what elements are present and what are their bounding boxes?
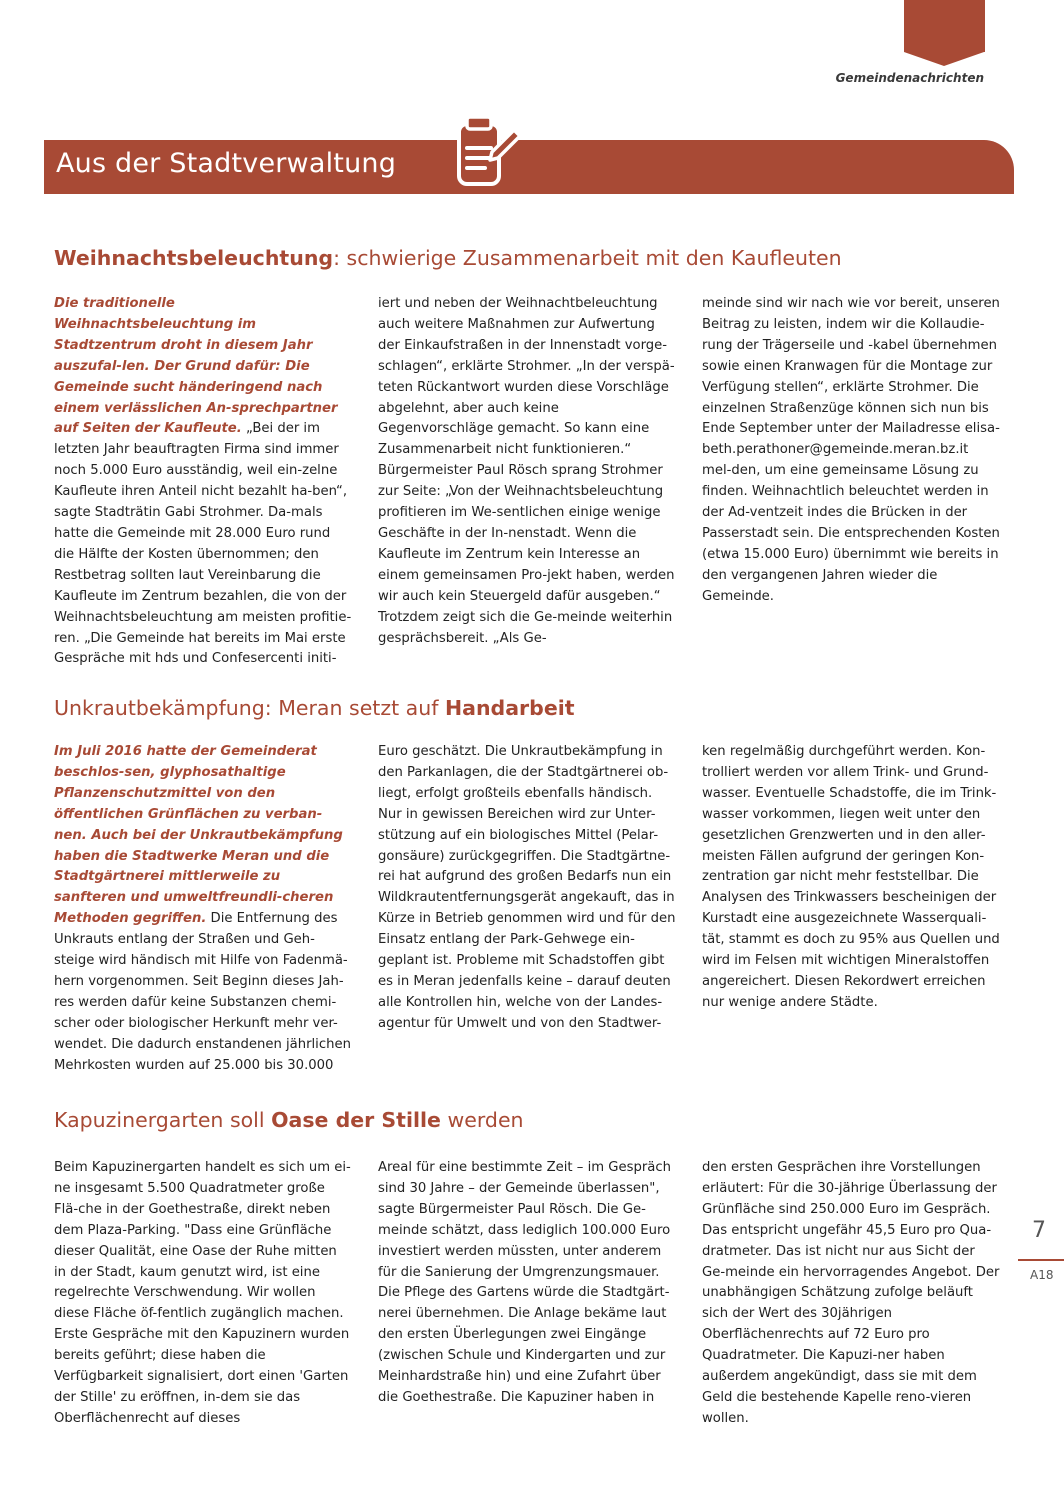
page-number: 7 (1032, 1218, 1046, 1243)
article-column-1: Beim Kapuzinergarten handelt es sich um ei-ne insgesamt 5.500 Quadratmeter große Flä-che in der Goethestraße, direkt neben dem Plaza-Parking. "Dass eine Grünfläche dieser Qualität, eine Oase der Ruhe mitten in der Stadt, kaum genutzt wird, ist eine regelrechte Verschwendung. Wir wollen diese Fläche öf-fentlich zugänglich machen. Erste Gespräche mit den Kapuzinern wurden bereits geführt; diese haben die Verfügbarkeit signalisiert, dort einen 'Garten der Stille' zu eröffnen, in-dem sie das Oberflächenrecht auf dieses (54, 1160, 351, 1426)
clipboard-pen-icon (452, 112, 524, 190)
article-title-kapuzinergarten (54, 1108, 524, 1132)
section-label: Gemeindenachrichten (835, 71, 984, 85)
article-column-1 (54, 742, 352, 1077)
title-rest: : schwierige Zusammenarbeit mit den Kaufleuten (333, 246, 842, 270)
title-rest: Unkrautbekämpfung: Meran setzt auf (54, 696, 445, 720)
title-bold: Oase der Stille (271, 1108, 441, 1132)
title-bold: Weihnachtsbeleuchtung (54, 246, 334, 270)
article-column-2: iert und neben der Weihnachtbeleuchtung auch weitere Maßnahmen zur Aufwertung der Einkaufstraßen in der Innenstadt vorge-schlagen“, erklärte Strohmer. „In der verspä-teten Rückantwort wurden diese Vorschläge abgelehnt, aber auch keine Gegenvorschläge gemacht. So kann eine Zusammenarbeit nicht funktionieren.“ Bürgermeister Paul Rösch sprang Strohmer zur Seite: „Von der Weihnachtsbeleuchtung profitieren im We-sentlichen einige wenige Geschäfte in der In-nenstadt. Wenn die Kaufleute im Zentrum kein Interesse an einem gemeinsamen Pro-jekt haben, werden wir auch kein Steuergeld dafür ausgeben.“ Trotzdem zeigt sich die Ge-meinde weiterhin gesprächsbereit. „Als Ge- (378, 296, 675, 646)
lead-text: Im Juli 2016 hatte der Gemeinderat beschlos-sen, glyphosathaltige Pflanzenschutzmittel von den öffentlichen Grünflächen zu verban-nen. Auch bei der Unkrautbekämpfung haben die Stadtwerke Meran und die Stadtgärtnerei mittlerweile zu sanfteren und umweltfreundli-cheren Methoden gegriffen. (54, 744, 343, 927)
article-column-1 (54, 294, 352, 670)
lead-text: Die traditionelle Weihnachtsbeleuchtung im Stadtzentrum droht in diesem Jahr auszufal-len. Der Grund dafür: Die Gemeinde sucht händeringend nach einem verlässlichen An-sprechpartner auf Seiten der Kaufleute. (54, 296, 338, 437)
body-text: Die Entfernung des Unkrauts entlang der Straßen und Geh-steige wird händisch mit Hilfe von Fadenmä-hern vorgenommen. Seit Beginn dieses Jah-res werden dafür keine Substanzen chemi-scher oder biologischer Herkunft mehr ver-wendet. Die dadurch enstandenen jährlichen Mehrkosten wurden auf 25.000 bis 30.000 (54, 911, 351, 1073)
title-end: werden (440, 1108, 524, 1132)
article-column-2: Areal für eine bestimmte Zeit – im Gespräch sind 30 Jahre – der Gemeinde überlassen", sagte Bürgermeister Paul Rösch. Die Ge-meinde schätzt, dass lediglich 100.000 Euro investiert werden müssten, unter anderem für die Sanierung der Umgrenzungsmauer. Die Pflege des Gartens würde die Stadtgärt-nerei übernehmen. Die Anlage bekäme laut den ersten Überlegungen zwei Eingänge (zwischen Schule und Kindergarten und zur Meinhardstraße hin) und eine Zufahrt über die Goethestraße. Die Kapuziner haben in (378, 1160, 671, 1405)
corner-tab-tip (904, 52, 984, 66)
article-title-weihnachtsbeleuchtung (54, 246, 842, 270)
article-column-3: den ersten Gesprächen ihre Vorstellungen erläutert: Für die 30-jährige Überlassung der Grünfläche sind 250.000 Euro im Gespräch. Das entspricht ungefähr 45,5 Euro pro Qua-dratmeter. Das ist nicht nur aus Sicht der Ge-meinde ein hervorragendes Angebot. Der unabhängigen Schätzung zufolge beläuft sich der Wert des 30jährigen Oberflächenrechts auf 72 Euro pro Quadratmeter. Die Kapuzi-ner haben außerdem angekündigt, dass sie mit dem Geld die bestehende Kapelle reno-vieren wollen. (702, 1160, 1000, 1426)
page-code: A18 (1030, 1268, 1054, 1282)
page-divider (1018, 1259, 1064, 1261)
title-bold: Handarbeit (444, 696, 575, 720)
article-title-unkrautbekaempfung (54, 696, 575, 720)
article-column-2: Euro geschätzt. Die Unkrautbekämpfung in den Parkanlagen, die der Stadtgärtnerei ob-liegt, erfolgt großteils ebenfalls händisch. Nur in gewissen Bereichen wird zur Unter-stützung auf ein biologisches Mittel (Pelar-gonsäure) zurückgegriffen. Die Stadtgärtne-rei hat aufgrund des großen Bedarfs nun ein Wildkrautentfernungsgerät angekauft, das in Kürze in Betrieb genommen wird und für den Einsatz entlang der Park-Gehwege ein-geplant ist. Probleme mit Schadstoffen gibt es in Meran jedenfalls keine – darauf deuten alle Kontrollen hin, welche von der Landes-agentur für Umwelt und von den Stadtwer- (378, 744, 676, 1031)
article-column-3: meinde sind wir nach wie vor bereit, unseren Beitrag zu leisten, indem wir die Kollaudie-rung der Trägerseile und -kabel übernehmen sowie einen Kranwagen für die Montage zur Verfügung stellen“, erklärte Strohmer. Die einzelnen Straßenzüge können sich nun bis Ende September unter der Mailadresse elisa-beth.perathoner@gemeinde.meran.bz.it mel-den, um eine gemeinsame Lösung zu finden. Weihnachtlich beleuchtet werden in der Ad-ventzeit indes die Brücken in der Passerstadt sein. Die entsprechenden Kosten (etwa 15.000 Euro) übernimmt wie bereits in den vergangenen Jahren wieder die Gemeinde. (702, 296, 1000, 604)
corner-tab (904, 0, 985, 52)
article-column-3: ken regelmäßig durchgeführt werden. Kon-trolliert werden vor allem Trink- und Grund-wasser. Eventuelle Schadstoffe, die im Trink-wasser vorkommen, liegen weit unter den gesetzlichen Grenzwerten und in den aller-meisten Fällen aufgrund der geringen Kon-zentration gar nicht mehr feststellbar. Die Analysen des Trinkwassers bescheinigen der Kurstadt eine ausgezeichnete Wasserquali-tät, stammt es doch zu 95% aus Quellen und wird im Felsen mit wichtigen Mineralstoffen angereichert. Diesen Rekordwert erreichen nur wenige andere Städte. (702, 744, 1000, 1010)
section-banner (44, 140, 1014, 194)
banner-title: Aus der Stadtverwaltung (56, 148, 397, 179)
title-rest: Kapuzinergarten soll (54, 1108, 272, 1132)
body-text: „Bei der im letzten Jahr beauftragten Firma sind immer noch 5.000 Euro ausständig, weil ein-zelne Kaufleute ihren Anteil nicht bezahlt ha-ben“, sagte Stadträtin Gabi Strohmer. Da-mals hatte die Gemeinde mit 28.000 Euro rund die Hälfte der Kosten übernommen; den Restbetrag sollten laut Vereinbarung die Kaufleute im Zentrum bezahlen, die von der Weihnachtsbeleuchtung am meisten profitie-ren. „Die Gemeinde hat bereits im Mai erste Gespräche mit hds und Confesercenti initi- (54, 421, 352, 667)
